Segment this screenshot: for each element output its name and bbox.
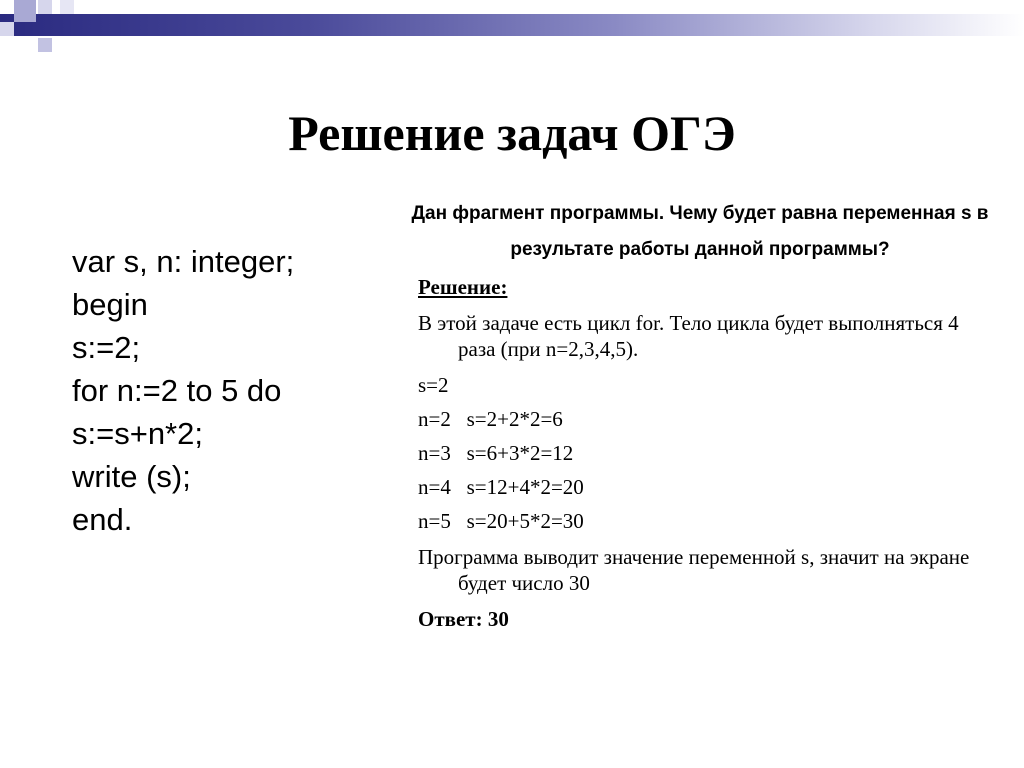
code-line: s:=2; xyxy=(72,330,141,365)
code-line: for n:=2 to 5 do xyxy=(72,373,282,408)
answer-text: Ответ: 30 xyxy=(418,607,509,631)
question-text: Дан фрагмент программы. Чему будет равна переменная s в результате работы данной программы? xyxy=(411,203,989,260)
solution-step: n=5 s=20+5*2=30 xyxy=(418,509,584,533)
solution-heading: Решение: xyxy=(418,275,508,299)
solution-intro: В этой задаче есть цикл for. Тело цикла будет выполняться 4 раза (при n=2,3,4,5). xyxy=(418,311,959,361)
solution-step: n=2 s=2+2*2=6 xyxy=(418,407,563,431)
code-line: begin xyxy=(72,287,148,322)
slide-title: Решение задач ОГЭ xyxy=(288,105,736,161)
code-line: var s, n: integer; xyxy=(72,244,295,279)
solution-panel xyxy=(411,196,998,636)
decorative-square xyxy=(0,22,14,36)
solution-step: n=4 s=12+4*2=20 xyxy=(418,475,584,499)
code-line: write (s); xyxy=(72,459,191,494)
decorative-square xyxy=(60,0,74,14)
solution-conclusion: Программа выводит значение переменной s, значит на экране будет число 30 xyxy=(418,545,970,595)
code-line: s:=s+n*2; xyxy=(72,416,203,451)
decorative-square xyxy=(38,0,52,14)
decorative-square xyxy=(14,0,36,22)
decorative-square xyxy=(38,38,52,52)
decorative-header-bar xyxy=(0,14,1024,36)
solution-step: n=3 s=6+3*2=12 xyxy=(418,441,574,465)
solution-init: s=2 xyxy=(418,373,449,397)
code-listing xyxy=(72,240,294,541)
code-line: end. xyxy=(72,502,133,537)
